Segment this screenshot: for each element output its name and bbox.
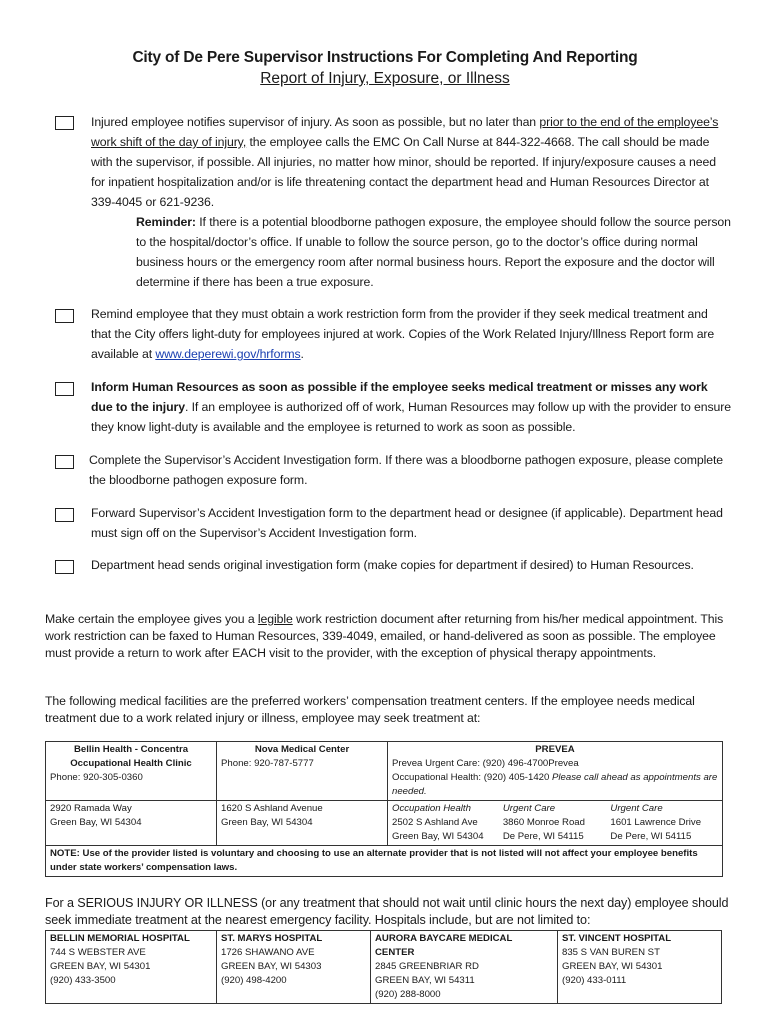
checkbox-item-4[interactable] xyxy=(55,455,74,469)
item-1-text: Injured employee notifies supervisor of injury. As soon as possible, but no later than prior to the end of the employee’s work shift of the day of injury, the employee calls the EMC On Call Nurse at 844-322-4668. The call should be made with the supervisor, if possible. All injuries, no matter how minor, should be reported. If injury/exposure causes a need for inpatient hospitalization and/or is life threatening contact the department head and Human Resources Director at 339-4045 or 621-9236. xyxy=(91,115,719,209)
legible-restriction-paragraph: Make certain the employee gives you a legible work restriction document after returning from his/her medical appointment. This work restriction can be faxed to Human Resources, 339-4049, emailed, or hand-delivered as soon as possible. The employee must provide a return to work after EACH visit to the provider, with the exception of physical therapy appointments. xyxy=(45,612,724,660)
serious-injury-paragraph: For a SERIOUS INJURY OR ILLNESS (or any treatment that should not wait until clinic hours the next day) employee should seek immediate treatment at the nearest emergency facility. Hospitals include, but are not limited to: xyxy=(45,896,729,927)
facilities-table xyxy=(45,741,723,877)
bellin-phone: Phone: 920-305-0360 xyxy=(50,772,143,783)
page-title: City of De Pere Supervisor Instructions For Completing And Reporting xyxy=(132,49,638,66)
page-subtitle: Report of Injury, Exposure, or Illness xyxy=(260,70,510,87)
bellin-address-cell: 2920 Ramada Way Green Bay, WI 54304 xyxy=(46,801,217,846)
checkbox-item-6[interactable] xyxy=(55,560,74,574)
nova-name: Nova Medical Center xyxy=(254,744,350,755)
prevea-occ-line: Occupational Health: (920) 405-1420 Please call ahead as appointments are needed. xyxy=(392,772,718,797)
prevea-urgent-line: Prevea Urgent Care: (920) 496-4700Prevea xyxy=(392,758,579,769)
hospitals-table xyxy=(45,930,722,1004)
nova-address-cell: 1620 S Ashland Avenue Green Bay, WI 54304 xyxy=(217,801,388,846)
bellin-name-line2: Occupational Health Clinic xyxy=(70,758,192,769)
checkbox-item-3[interactable] xyxy=(55,382,74,396)
bellin-header-cell xyxy=(46,742,217,801)
item-6-text: Department head sends original investigation form (make copies for department if desired) to Human Resources. xyxy=(91,558,694,572)
prevea-locations: Occupation Health 2502 S Ashland Ave Green Bay, WI 54304 Urgent Care 3860 Monroe Road De Pere, WI 54115 Urgent Care 1601 Lawrence Drive De Pere, WI 54115 xyxy=(392,803,702,842)
hospital-aurora: AURORA BAYCARE MEDICAL CENTER 2845 GREENBRIAR RD GREEN BAY, WI 54311 (920) 288-8000 xyxy=(371,931,558,1004)
item-3-text: Inform Human Resources as soon as possible if the employee seeks medical treatment or misses any work due to the injury. If an employee is authorized off of work, Human Resources may follow up with the provider to ensure they know light-duty is available and the employee is returned to work as soon as possible. xyxy=(91,380,731,434)
prevea-name: PREVEA xyxy=(535,744,575,755)
hospital-st-vincent: ST. VINCENT HOSPITAL 835 S VAN BUREN ST GREEN BAY, WI 54301 (920) 433-0111 xyxy=(558,931,722,1004)
checkbox-item-2[interactable] xyxy=(55,309,74,323)
preferred-centers-paragraph: The following medical facilities are the preferred workers’ compensation treatment centers. If the employee needs medical treatment due to a work related injury or illness, employee may seek treatment at: xyxy=(45,694,695,725)
item-4-text: Complete the Supervisor’s Accident Investigation form. If there was a bloodborne pathogen exposure, please complete the bloodborne pathogen exposure form. xyxy=(89,453,724,487)
item-2-text: Remind employee that they must obtain a work restriction form from the provider if they seek medical treatment and that the City offers light-duty for employees injured at work. Copies of the Work Related Injury/Illness Report form are available at www.deperewi.gov/hrforms. xyxy=(91,307,715,361)
bellin-name-line1: Bellin Health - Concentra xyxy=(73,744,189,755)
checkbox-item-5[interactable] xyxy=(55,508,74,522)
hospital-bellin: BELLIN MEMORIAL HOSPITAL 744 S WEBSTER AVE GREEN BAY, WI 54301 (920) 433-3500 xyxy=(46,931,217,1004)
reminder-text: Reminder: If there is a potential bloodborne pathogen exposure, the employee should follow the source person to the hospital/doctor’s office. If unable to follow the source person, go to the doctor’s office during normal business hours or the emergency room after normal business hours. Report the exposure and the doctor will determine if there has been a true exposure. xyxy=(136,215,731,289)
checkbox-item-1[interactable] xyxy=(55,116,74,130)
nova-header-cell xyxy=(217,742,388,801)
hospital-st-marys: ST. MARYS HOSPITAL 1726 SHAWANO AVE GREEN BAY, WI 54303 (920) 498-4200 xyxy=(217,931,371,1004)
item-5-text: Forward Supervisor’s Accident Investigation form to the department head or designee (if applicable). Department head must sign off on the Supervisor’s Accident Investigation form. xyxy=(91,506,723,540)
provider-note: NOTE: Use of the provider listed is voluntary and choosing to use an alternate provider that is not listed will not affect your employee benefits under state workers’ compensation laws. xyxy=(46,846,723,877)
prevea-header-cell xyxy=(388,742,723,801)
prevea-address-cell xyxy=(388,801,723,846)
nova-phone: Phone: 920-787-5777 xyxy=(221,758,314,769)
hrforms-link[interactable]: www.deperewi.gov/hrforms xyxy=(155,347,301,361)
